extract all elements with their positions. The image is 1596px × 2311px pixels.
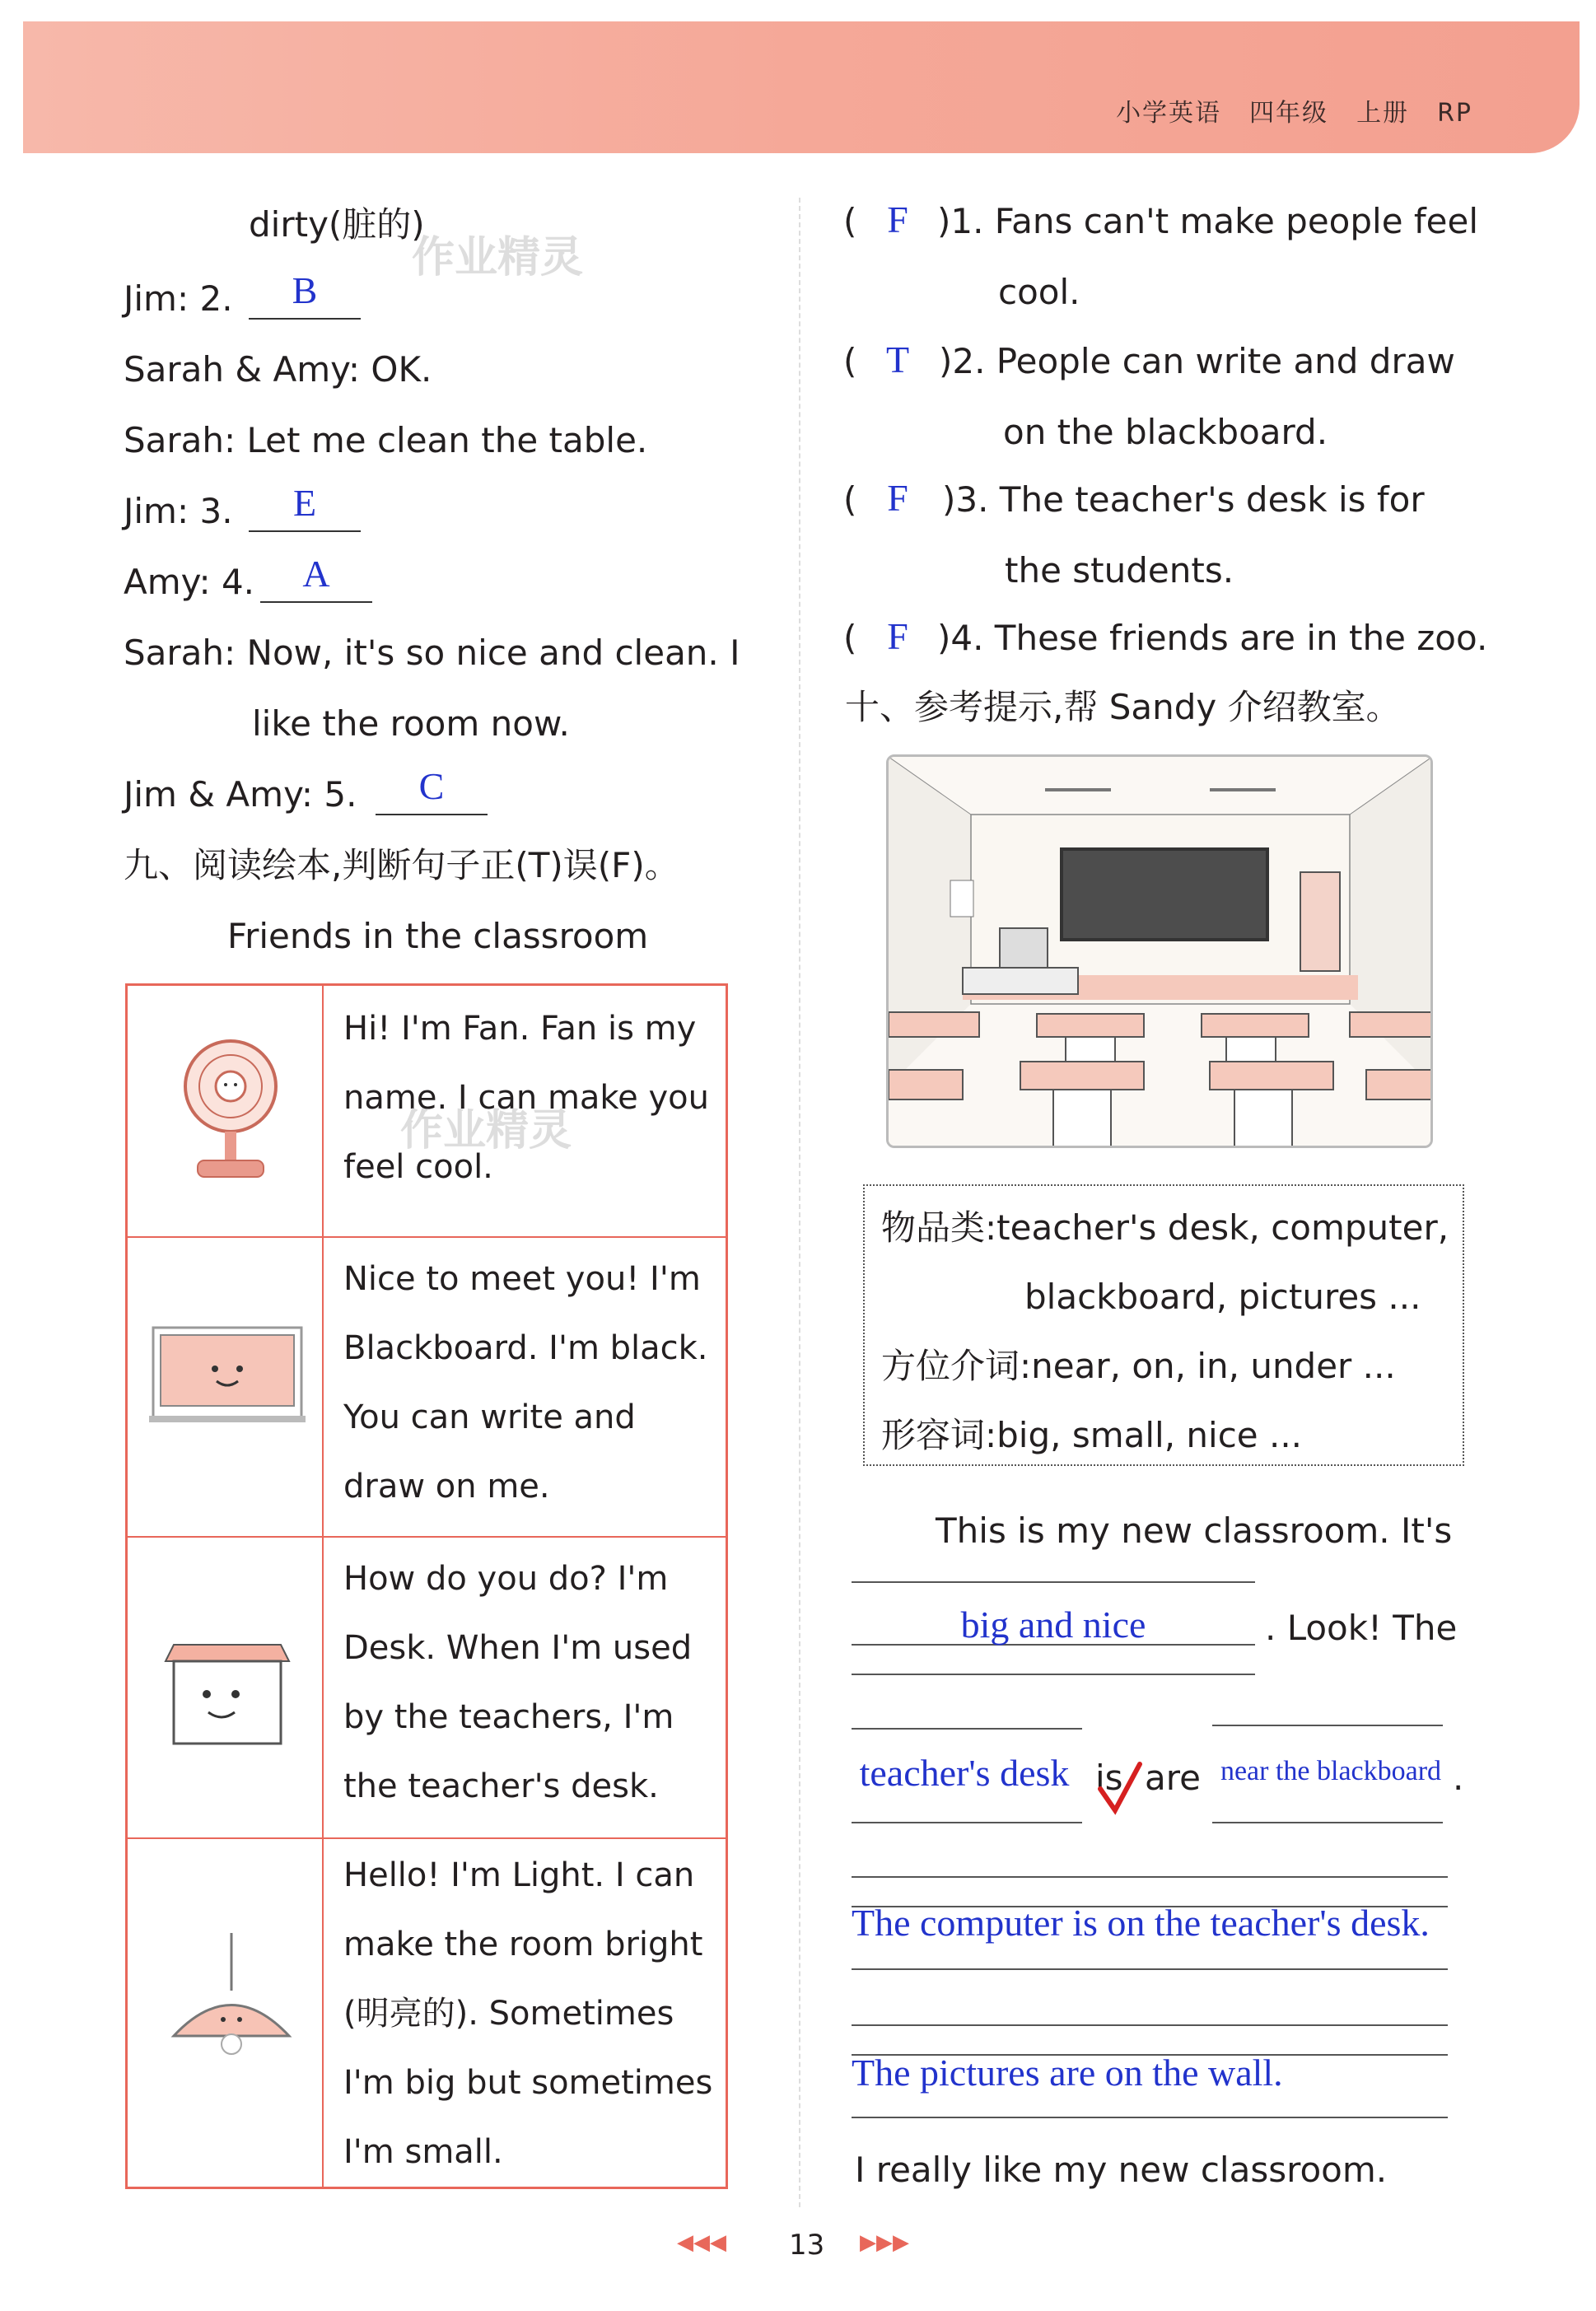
judgement-text: the students. <box>1005 550 1234 591</box>
hint-adjectives: 形容词:big, small, nice ... <box>881 1415 1303 1455</box>
hint-prepositions: 方位介词:near, on, in, under ... <box>881 1346 1396 1386</box>
writing-line <box>852 1728 1082 1730</box>
judgement-text: )1. Fans can't make people feel <box>937 201 1479 241</box>
paren: ( <box>843 479 857 520</box>
story-table <box>125 983 728 2189</box>
writing-line <box>852 1876 1448 1878</box>
section-10-title: 十、参考提示,帮 Sandy 介绍教室。 <box>845 687 1401 727</box>
paren: ( <box>843 618 857 658</box>
writing-line <box>852 1822 1082 1823</box>
writing-line <box>852 1674 1255 1675</box>
writing-answer[interactable]: The pictures are on the wall. <box>852 2052 1283 2094</box>
cell-line: Desk. When I'm used <box>343 1629 693 1667</box>
hint-items-cont: blackboard, pictures ... <box>1024 1277 1421 1317</box>
judgement-text: cool. <box>998 272 1080 312</box>
dialogue-line: Jim: 2. <box>124 278 233 319</box>
edition: RP <box>1437 99 1472 128</box>
answer-blank[interactable] <box>376 764 488 815</box>
dialogue-line: Amy: 4. <box>124 562 255 602</box>
writing-line <box>852 1968 1448 1970</box>
watermark: 作业精灵 <box>412 233 584 282</box>
next-page-arrows[interactable]: ▶▶▶ <box>860 2230 909 2255</box>
writing-is: is <box>1095 1758 1123 1798</box>
table-row-divider <box>128 1236 726 1238</box>
judgement-answer[interactable]: F <box>887 477 908 519</box>
table-cell-text <box>343 1544 714 1821</box>
cell-line: How do you do? I'm <box>343 1560 669 1598</box>
judgement-text: )3. The teacher's desk is for <box>942 479 1425 520</box>
grade: 四年级 <box>1249 99 1329 128</box>
answer-text: A <box>302 553 330 595</box>
vocab-note: dirty(脏的) <box>249 204 425 245</box>
dialogue-line: Jim & Amy: 5. <box>124 774 357 815</box>
classroom-icon <box>889 757 1432 1147</box>
paren: ( <box>843 341 857 381</box>
cell-line: I'm small. <box>343 2133 503 2171</box>
book-meta <box>1088 92 1472 128</box>
hint-items: 物品类:teacher's desk, computer, <box>881 1207 1449 1248</box>
cell-line: by the teachers, I'm <box>343 1698 674 1736</box>
fan-icon <box>177 1037 284 1185</box>
table-row-divider <box>128 1837 726 1839</box>
answer-blank[interactable] <box>260 552 372 603</box>
cell-line: Blackboard. I'm black. <box>343 1329 708 1367</box>
judgement-answer[interactable]: F <box>887 198 908 240</box>
dialogue-line: Sarah: Let me clean the table. <box>124 420 648 460</box>
writing-answer[interactable]: The computer is on the teacher's desk. <box>852 1902 1430 1944</box>
cell-line: Nice to meet you! I'm <box>343 1260 701 1298</box>
answer-text: E <box>292 482 317 524</box>
cell-line: (明亮的). Sometimes <box>343 1995 674 2033</box>
desk-icon <box>157 1636 297 1752</box>
judgement-answer[interactable]: T <box>885 338 910 380</box>
writing-period: . <box>1453 1758 1464 1798</box>
prev-page-arrows[interactable]: ◀◀◀ <box>677 2230 726 2255</box>
cell-line: feel cool. <box>343 1148 493 1186</box>
writing-line <box>1212 1822 1443 1823</box>
cell-line: Hello! I'm Light. I can <box>343 1856 695 1894</box>
cell-line: I'm big but sometimes <box>343 2064 713 2102</box>
paren: ( <box>843 201 857 241</box>
classroom-illustration <box>886 754 1433 1148</box>
dialogue-line: Sarah: Now, it's so nice and clean. I <box>124 633 740 673</box>
writing-line <box>852 2117 1448 2118</box>
cell-line: make the room bright <box>343 1926 703 1963</box>
writing-are: are <box>1145 1758 1201 1798</box>
writing-line <box>852 1581 1255 1583</box>
judgement-text: )2. People can write and draw <box>939 341 1455 381</box>
table-row-divider <box>128 1536 726 1538</box>
table-cell-text <box>343 1841 714 2187</box>
writing-line <box>1212 1725 1443 1726</box>
blackboard-icon <box>149 1324 306 1431</box>
watermark: 作业精灵 <box>400 1106 572 1156</box>
volume: 上册 <box>1356 99 1410 128</box>
writing-text: . Look! The <box>1265 1608 1458 1648</box>
dialogue-line: Jim: 3. <box>124 491 233 531</box>
story-title: Friends in the classroom <box>227 916 649 956</box>
cell-line: You can write and <box>343 1398 636 1436</box>
header-band <box>23 21 1580 153</box>
writing-line <box>852 2024 1448 2026</box>
writing-intro: This is my new classroom. It's <box>936 1510 1453 1551</box>
answer-blank[interactable] <box>249 481 361 532</box>
cell-line: name. I can make you <box>343 1079 709 1117</box>
writing-closing: I really like my new classroom. <box>855 2150 1388 2190</box>
dialogue-line: like the room now. <box>252 703 570 744</box>
check-icon <box>1095 1759 1145 1817</box>
answer-text: C <box>418 765 445 807</box>
section-9-title: 九、阅读绘本,判断句子正(T)误(F)。 <box>124 845 679 885</box>
page-number: 13 <box>789 2229 825 2262</box>
cell-line: the teacher's desk. <box>343 1767 659 1805</box>
writing-answer[interactable]: near the blackboard <box>1220 1756 1442 1786</box>
table-cell-text <box>343 1244 714 1521</box>
subject: 小学英语 <box>1116 99 1222 128</box>
column-divider <box>799 198 800 2207</box>
judgement-text: on the blackboard. <box>1003 412 1328 452</box>
judgement-answer[interactable]: F <box>887 615 908 657</box>
table-col-divider <box>322 986 324 2187</box>
answer-blank[interactable] <box>249 268 361 320</box>
lamp-icon <box>166 1933 297 2065</box>
writing-answer[interactable]: teacher's desk <box>859 1752 1070 1794</box>
judgement-text: )4. These friends are in the zoo. <box>937 618 1488 658</box>
cell-line: Hi! I'm Fan. Fan is my <box>343 1010 697 1048</box>
answer-text: B <box>292 269 318 311</box>
writing-answer[interactable]: big and nice <box>960 1604 1146 1646</box>
cell-line: draw on me. <box>343 1468 550 1506</box>
dialogue-line: Sarah & Amy: OK. <box>124 349 432 390</box>
